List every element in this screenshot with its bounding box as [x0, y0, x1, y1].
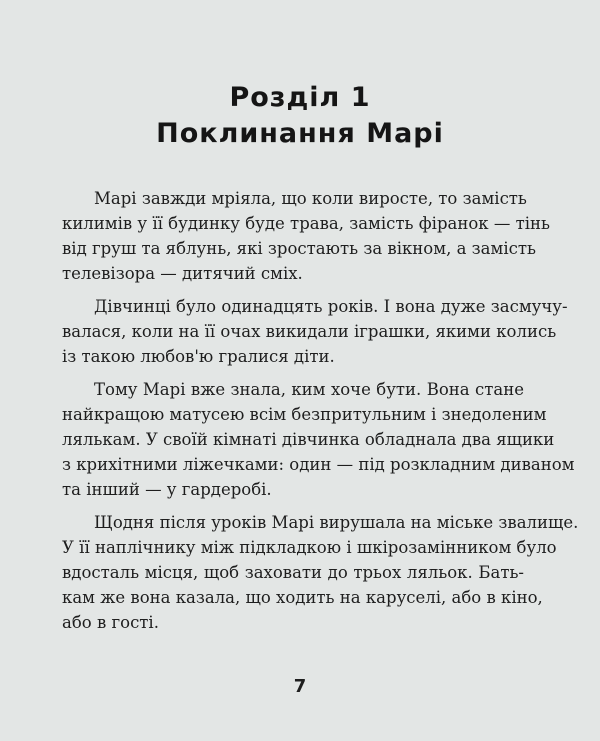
text-line: із такою любов'ю гралися діти.	[62, 347, 335, 366]
chapter-title: Поклинання Марі	[156, 118, 444, 149]
paragraph	[62, 186, 550, 286]
text-line: телевізора — дитячий сміх.	[62, 264, 303, 283]
text-line: Тому Марі вже знала, ким хоче бути. Вона стане	[94, 380, 524, 399]
text-line: вдосталь місця, щоб заховати до трьох ляльок. Бать-	[62, 563, 524, 582]
paragraph	[62, 377, 575, 502]
text-line: кам же вона казала, що ходить на каруселі, або в кіно,	[62, 588, 543, 607]
paragraph	[62, 510, 579, 635]
text-line: Щодня після уроків Марі вирушала на міське звалище.	[94, 513, 579, 532]
paragraph	[62, 294, 568, 369]
chapter-number: Розділ 1	[229, 82, 371, 113]
text-line: найкращою матусею всім безпритульним і знедоленим	[62, 405, 547, 424]
text-line: або в гості.	[62, 613, 159, 632]
text-line: з крихітними ліжечками: один — під розкладним диваном	[62, 455, 575, 474]
page-number: 7	[293, 676, 307, 697]
text-line: від груш та яблунь, які зростають за вікном, а замість	[62, 239, 536, 258]
text-line: та інший — у гардеробі.	[62, 480, 272, 499]
text-line: валася, коли на її очах викидали іграшки, якими колись	[62, 322, 557, 341]
text-line: килимів у її будинку буде трава, замість фіранок — тінь	[62, 214, 550, 233]
text-line: лялькам. У своїй кімнаті дівчинка обладнала два ящики	[62, 430, 555, 449]
chapter-body	[62, 186, 579, 643]
text-line: У її наплічнику між підкладкою і шкірозамінником було	[62, 538, 557, 557]
text-line: Дівчинці було одинадцять років. І вона дуже засмучу-	[94, 297, 568, 316]
text-line: Марі завжди мріяла, що коли виросте, то замість	[94, 189, 527, 208]
